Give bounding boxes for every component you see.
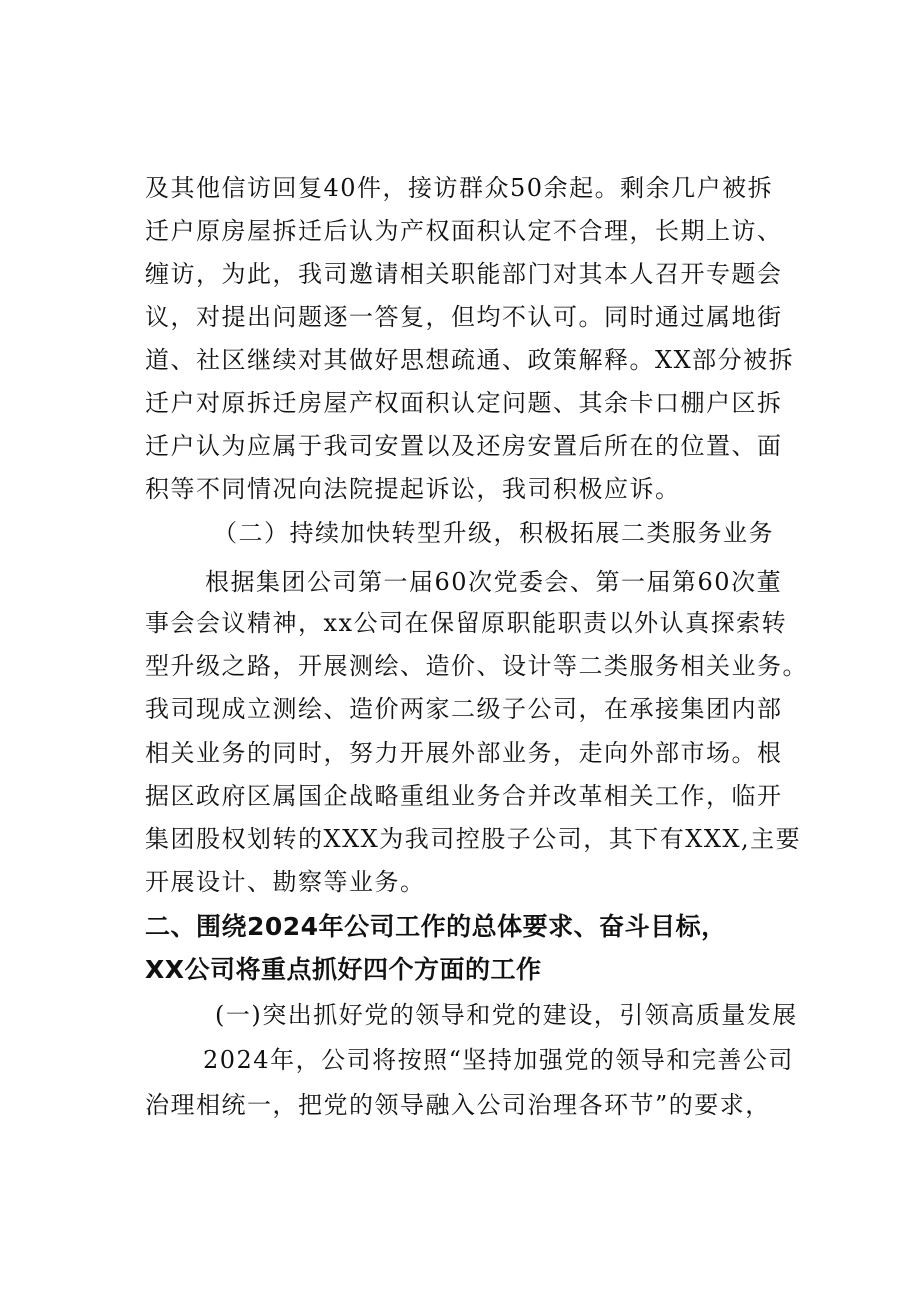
document-body	[145, 0, 808, 1301]
paragraph-1-line-2: 迁户原房屋拆迁后认为产权面积认定不合理，长期上访、	[145, 217, 783, 245]
section-heading-line-1: 二、围绕2024年公司工作的总体要求、奋斗目标，	[145, 912, 727, 941]
paragraph-1-line-3: 缠访，为此，我司邀请相关职能部门对其本人召开专题会	[145, 260, 783, 288]
paragraph-3-line-2: 治理相统一，把党的领导融入公司治理各环节”的要求，	[145, 1091, 771, 1119]
paragraph-2-line-8: 开展设计、勘察等业务。	[145, 868, 426, 896]
paragraph-1-line-1: 及其他信访回复40件，接访群众50余起。剩余几户被拆	[145, 174, 774, 202]
paragraph-2-line-5: 相关业务的同时，努力开展外部业务，走向外部市场。根	[145, 739, 783, 767]
section-heading-line-2: XX公司将重点抓好四个方面的工作	[145, 955, 542, 984]
subheading-1: (一)突出抓好党的领导和党的建设，引领高质量发展	[215, 1001, 798, 1029]
paragraph-2-line-7: 集团股权划转的XXX为我司控股子公司，其下有XXX,主要	[145, 825, 802, 853]
paragraph-2-line-6: 据区政府区属国企战略重组业务合并改革相关工作，临开	[145, 782, 783, 810]
paragraph-2-line-2: 事会会议精神，xx公司在保留原职能职责以外认真探索转	[145, 609, 788, 637]
paragraph-2-line-3: 型升级之路，开展测绘、造价、设计等二类服务相关业务。	[145, 652, 808, 680]
paragraph-1-line-8: 积等不同情况向法院提起诉讼，我司积极应诉。	[145, 475, 681, 503]
subheading-2: （二）持续加快转型升级，积极拓展二类服务业务	[213, 519, 774, 547]
paragraph-2-line-4: 我司现成立测绘、造价两家二级子公司，在承接集团内部	[145, 695, 783, 723]
paragraph-1-line-7: 迁户认为应属于我司安置以及还房安置后所在的位置、面	[145, 432, 783, 460]
paragraph-3-line-1: 2024年，公司将按照“坚持加强党的领导和完善公司	[203, 1046, 794, 1074]
paragraph-1-line-5: 道、社区继续对其做好思想疏通、政策解释。XX部分被拆	[145, 346, 795, 374]
paragraph-1-line-4: 议，对提出问题逐一答复，但均不认可。同时通过属地街	[145, 303, 783, 331]
paragraph-1-line-6: 迁户对原拆迁房屋产权面积认定问题、其余卡口棚户区拆	[145, 389, 783, 417]
paragraph-2-line-1: 根据集团公司第一届60次党委会、第一届第60次董	[205, 568, 783, 596]
